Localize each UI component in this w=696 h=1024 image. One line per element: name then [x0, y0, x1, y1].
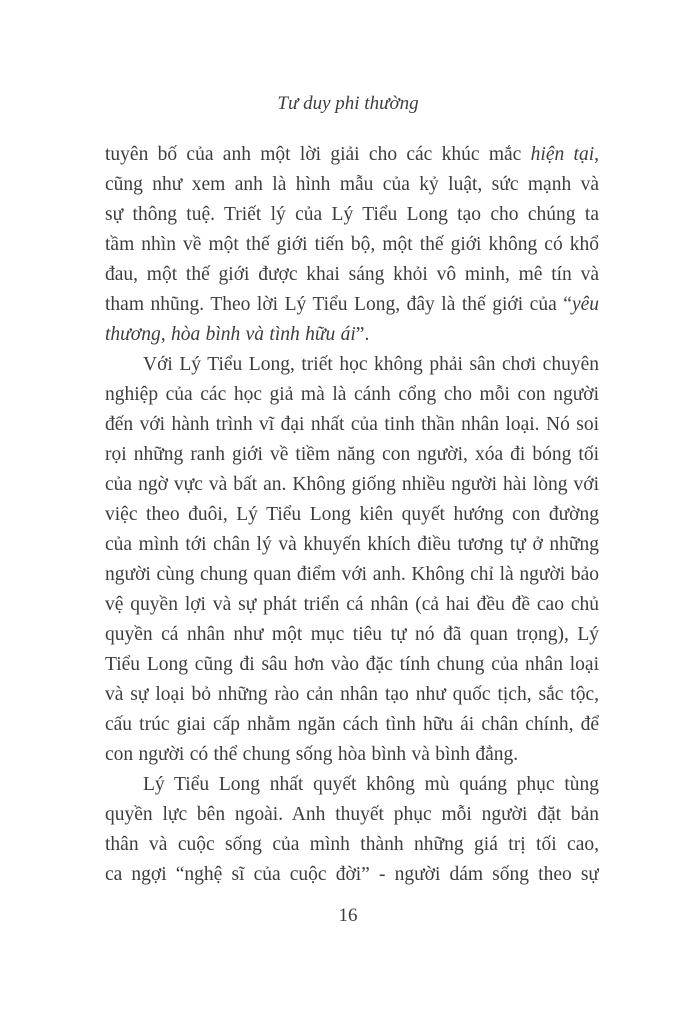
text-line: [105, 230, 599, 260]
text-segment: và sự loại bỏ những rào cản nhân tạo như quốc tịch, sắc tộc,: [105, 684, 599, 705]
text-segment: rọi những ranh giới về tiềm năng con người, xóa đi bóng tối: [105, 444, 599, 465]
text-segment: đau, một thế giới được khai sáng khỏi vô minh, mê tín và: [105, 264, 599, 285]
text-line: [105, 770, 599, 800]
text-segment: Lý Tiểu Long nhất quyết không mù quáng phục tùng: [143, 774, 599, 795]
text-segment: thân và cuộc sống của mình thành những giá trị tối cao,: [105, 834, 599, 855]
text-segment: Với Lý Tiểu Long, triết học không phải sân chơi chuyên: [143, 354, 599, 375]
text-line: [105, 710, 599, 740]
text-line: [105, 680, 599, 710]
text-segment: nghiệp của các học giả mà là cánh cổng cho mỗi con người: [105, 384, 599, 405]
running-header: Tư duy phi thường: [277, 93, 419, 114]
text-line: [105, 740, 599, 770]
text-segment: cấu trúc giai cấp nhằm ngăn cách tình hữu ái chân chính, để: [105, 714, 599, 735]
text-segment: tuyên bố của anh một lời giải cho các khúc mắc: [105, 144, 531, 165]
text-line: [105, 860, 599, 890]
text-segment: việc theo đuôi, Lý Tiểu Long kiên quyết hướng con đường: [105, 504, 599, 525]
text-segment: quyền lực bên ngoài. Anh thuyết phục mỗi người đặt bản: [105, 804, 599, 825]
text-segment: ”.: [355, 324, 370, 345]
text-line: [105, 290, 599, 320]
text-segment: sự thông tuệ. Triết lý của Lý Tiểu Long tạo cho chúng ta: [105, 204, 599, 225]
italic-text-segment: thương, hòa bình và tình hữu ái: [105, 324, 356, 345]
text-line: [105, 350, 599, 380]
text-line: [105, 650, 599, 680]
text-segment: ,: [594, 144, 599, 165]
text-segment: quyền cá nhân như một mục tiêu tự nó đã quan trọng), Lý: [105, 624, 599, 645]
text-line: [105, 140, 599, 170]
text-line: [105, 560, 599, 590]
text-line: [105, 500, 599, 530]
text-segment: của mình tới chân lý và khuyến khích điều tương tự ở những: [105, 534, 599, 555]
text-segment: tham nhũng. Theo lời Lý Tiểu Long, đây là thế giới của “: [105, 294, 572, 315]
text-line: [105, 440, 599, 470]
page-number: 16: [338, 905, 358, 926]
italic-text-segment: hiện tại: [530, 144, 595, 165]
text-segment: cũng như xem anh là hình mẫu của kỷ luật, sức mạnh và: [105, 174, 599, 195]
text-line: [105, 470, 599, 500]
text-line: [105, 830, 599, 860]
text-segment: đến với hành trình vĩ đại nhất của tinh thần nhân loại. Nó soi: [105, 414, 599, 435]
text-line: [105, 530, 599, 560]
text-segment: tầm nhìn về một thế giới tiến bộ, một thế giới không có khổ: [105, 234, 599, 255]
text-line: [105, 800, 599, 830]
italic-text-segment: yêu: [571, 294, 599, 315]
text-line: [105, 380, 599, 410]
text-line: [105, 320, 599, 350]
text-segment: vệ quyền lợi và sự phát triển cá nhân (cả hai đều đề cao chủ: [105, 594, 599, 615]
text-segment: con người có thể chung sống hòa bình và bình đẳng.: [105, 744, 519, 765]
text-segment: của ngờ vực và bất an. Không giống nhiều người hài lòng với: [105, 474, 599, 495]
text-line: [105, 590, 599, 620]
text-segment: ca ngợi “nghệ sĩ của cuộc đời” - người dám sống theo sự: [105, 864, 599, 885]
text-line: [105, 170, 599, 200]
page-body: [105, 140, 599, 890]
text-line: [105, 620, 599, 650]
text-segment: Tiểu Long cũng đi sâu hơn vào đặc tính chung của nhân loại: [105, 654, 599, 675]
text-line: [105, 200, 599, 230]
text-line: [105, 260, 599, 290]
text-segment: người cùng chung quan điểm với anh. Không chỉ là người bảo: [105, 564, 599, 585]
text-line: [105, 410, 599, 440]
